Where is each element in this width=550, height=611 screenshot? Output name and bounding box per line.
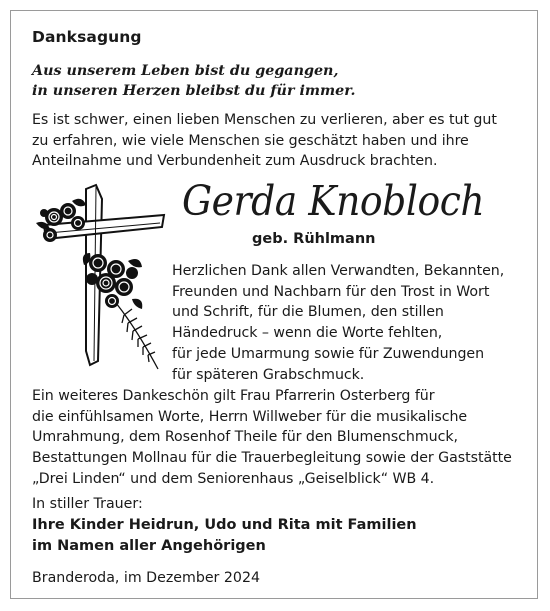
signature-label: In stiller Trauer: <box>32 496 143 512</box>
motto-verse: Aus unserem Leben bist du gegangen, in unseren Herzen bleibst du für immer. <box>32 63 356 99</box>
thanks-paragraph: Herzlichen Dank allen Verwandten, Bekannten, Freunden und Nachbarn für den Trost in Wort und Schrift, für die Blumen, den stillen Händedruck – wenn die Worte fehlten, für jede Umarmung sowie für Zuwendungen für späteren Grabschmuck. <box>172 263 505 383</box>
cross-with-roses-icon <box>36 183 166 375</box>
birth-name: geb. Rühlmann <box>252 231 376 247</box>
deceased-name: Gerda Knobloch <box>182 177 485 225</box>
extra-thanks-paragraph: Ein weiteres Dankeschön gilt Frau Pfarrerin Osterberg für die einfühlsamen Worte, Herrn Willweber für die musikalische Umrahmung, dem Rosenhof Theile für den Blumenschmuck, Bestattungen Mollnau für die Trauerbegleitung sowie der Gaststätte „Drei Linden“ und dem Seniorenhaus „Geiselblick“ WB 4. <box>32 388 512 487</box>
notice-heading: Danksagung <box>32 28 142 46</box>
signature-names: Ihre Kinder Heidrun, Udo und Rita mit Familien im Namen aller Angehörigen <box>32 517 417 554</box>
intro-paragraph: Es ist schwer, einen lieben Menschen zu verlieren, aber es tut gut zu erfahren, wie viele Menschen sie geschätzt haben und ihre Anteilnahme und Verbundenheit zum Ausdruck brachten. <box>32 112 497 170</box>
place-date: Branderoda, im Dezember 2024 <box>32 570 261 586</box>
